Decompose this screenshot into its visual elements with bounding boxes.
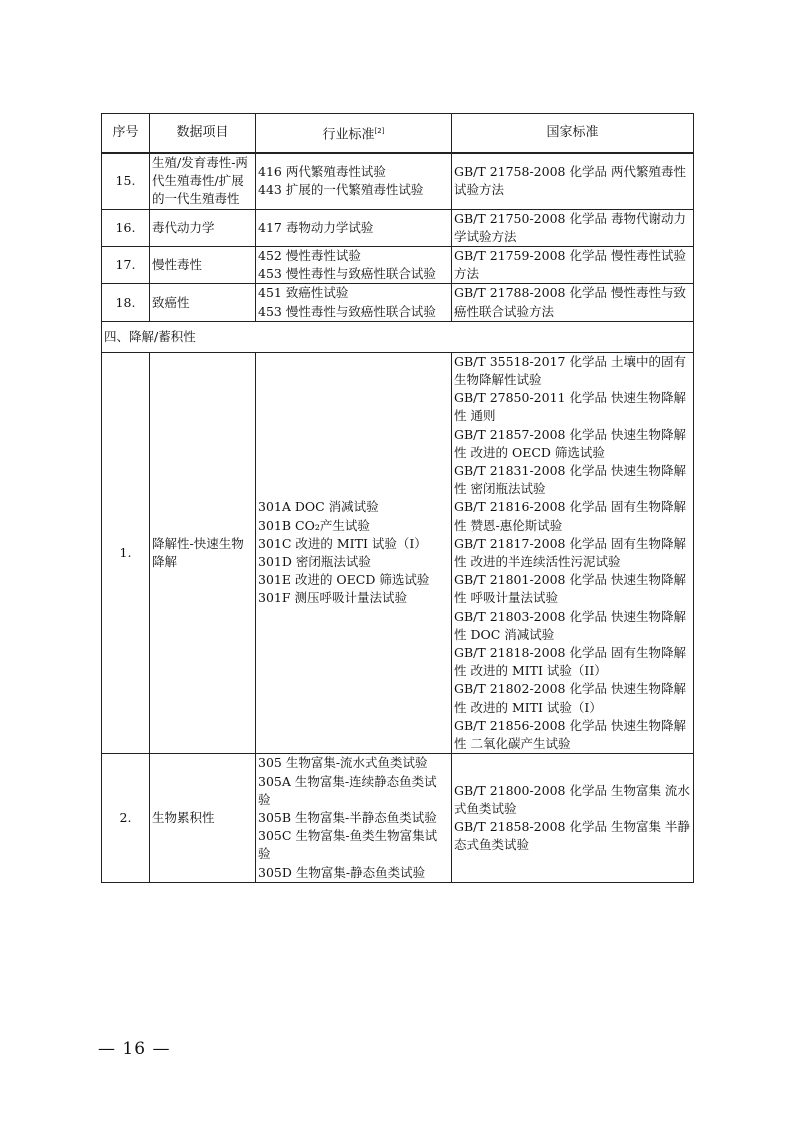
national-standard-entry: GB/T 21801-2008 化学品 快速生物降解性 呼吸计量法试验: [454, 572, 686, 606]
industry-standard-entry: 416 两代繁殖毒性试验: [258, 164, 386, 180]
data-item: 致癌性: [150, 284, 256, 321]
national-standard-entry: GB/T 21816-2008 化学品 固有生物降解性 赞恩-惠伦斯试验: [454, 499, 686, 533]
industry-standard-entry: 305 生物富集-流水式鱼类试验: [258, 755, 428, 771]
national-standard-entry: GB/T 21800-2008 化学品 生物富集 流水式鱼类试验: [454, 782, 690, 816]
national-standard-cell: [452, 754, 694, 882]
section-row: [102, 321, 694, 352]
national-standard-entry: GB/T 21758-2008 化学品 两代繁殖毒性试验方法: [454, 164, 686, 198]
industry-standard-cell: [256, 209, 452, 246]
industry-standard-entry: 453 慢性毒性与致癌性联合试验: [258, 303, 436, 319]
industry-standard-entry: 451 致癌性试验: [258, 285, 349, 301]
data-item: 慢性毒性: [150, 247, 256, 284]
table-row: [102, 247, 694, 284]
header-industry-standard: [256, 114, 452, 154]
header-industry-standard-label: 行业标准: [322, 127, 375, 143]
footnote-ref: [2]: [374, 126, 385, 135]
row-number: 16.: [102, 209, 150, 246]
table-body-degradation: [102, 352, 694, 882]
table-row: [102, 754, 694, 882]
row-number: 2.: [102, 754, 150, 882]
row-number: 18.: [102, 284, 150, 321]
national-standard-entry: GB/T 21831-2008 化学品 快速生物降解性 密闭瓶法试验: [454, 463, 686, 497]
national-standard-entry: GB/T 21750-2008 化学品 毒物代谢动力学试验方法: [454, 210, 686, 244]
industry-standard-cell: [256, 754, 452, 882]
industry-standard-cell: [256, 352, 452, 753]
table-row: [102, 209, 694, 246]
header-national-standard: 国家标准: [452, 114, 694, 154]
table-header-row: [102, 114, 694, 154]
national-standard-entry: GB/T 21788-2008 化学品 慢性毒性与致癌性联合试验方法: [454, 285, 686, 319]
industry-standard-entry: 301A DOC 消减试验: [258, 499, 379, 515]
national-standard-entry: GB/T 21817-2008 化学品 固有生物降解性 改进的半连续活性污泥试验: [454, 535, 686, 570]
table-body-toxicity: [102, 153, 694, 321]
national-standard-cell: [452, 352, 694, 753]
standards-table: [101, 113, 694, 883]
data-item: 生物累积性: [150, 754, 256, 882]
national-standard-cell: [452, 153, 694, 209]
industry-standard-entry: 301F 测压呼吸计量法试验: [258, 590, 408, 606]
industry-standard-entry: 305B 生物富集-半静态鱼类试验: [258, 809, 437, 825]
national-standard-entry: GB/T 21818-2008 化学品 固有生物降解性 改进的 MITI 试验（II）: [454, 645, 686, 679]
table-row: [102, 153, 694, 209]
national-standard-cell: [452, 284, 694, 321]
header-serial-number: 序号: [102, 114, 150, 154]
header-data-item: 数据项目: [150, 114, 256, 154]
industry-standard-entry: 305C 生物富集-鱼类生物富集试验: [258, 828, 438, 862]
national-standard-entry: GB/T 27850-2011 化学品 快速生物降解性 通则: [454, 390, 686, 424]
national-standard-entry: GB/T 21856-2008 化学品 快速生物降解性 二氧化碳产生试验: [454, 717, 686, 752]
industry-standard-entry: 301D 密闭瓶法试验: [258, 554, 371, 570]
row-number: 17.: [102, 247, 150, 284]
national-standard-entry: GB/T 21759-2008 化学品 慢性毒性试验方法: [454, 248, 686, 282]
industry-standard-cell: [256, 247, 452, 284]
industry-standard-entry: 301C 改进的 MITI 试验（Ⅰ）: [258, 535, 427, 551]
table-row: [102, 352, 694, 753]
industry-standard-entry: 452 慢性毒性试验: [258, 248, 361, 264]
industry-standard-entry: 443 扩展的一代繁殖毒性试验: [258, 182, 424, 198]
industry-standard-entry: 301E 改进的 OECD 筛选试验: [258, 572, 430, 588]
industry-standard-entry: 305A 生物富集-连续静态鱼类试验: [258, 773, 437, 807]
row-number: 1.: [102, 352, 150, 753]
table-row: [102, 284, 694, 321]
industry-standard-entry: 305D 生物富集-静态鱼类试验: [258, 864, 426, 880]
industry-standard-cell: [256, 284, 452, 321]
data-item: 生殖/发育毒性-两代生殖毒性/扩展的一代生殖毒性: [150, 153, 256, 209]
data-item: 毒代动力学: [150, 209, 256, 246]
national-standard-entry: GB/T 21857-2008 化学品 快速生物降解性 改进的 OECD 筛选试验: [454, 426, 686, 460]
national-standard-entry: GB/T 21803-2008 化学品 快速生物降解性 DOC 消减试验: [454, 608, 686, 642]
national-standard-entry: GB/T 21858-2008 化学品 生物富集 半静态式鱼类试验: [454, 819, 690, 853]
section-title-degradation: 四、降解/蓄积性: [102, 321, 694, 352]
industry-standard-cell: [256, 153, 452, 209]
industry-standard-entry: 417 毒物动力学试验: [258, 219, 374, 235]
data-item: 降解性-快速生物降解: [150, 352, 256, 753]
industry-standard-entry: 301B CO₂产生试验: [258, 517, 370, 533]
national-standard-cell: [452, 209, 694, 246]
page-number: — 16 —: [98, 1039, 171, 1059]
industry-standard-entry: 453 慢性毒性与致癌性联合试验: [258, 266, 436, 282]
national-standard-cell: [452, 247, 694, 284]
national-standard-entry: GB/T 21802-2008 化学品 快速生物降解性 改进的 MITI 试验（I）: [454, 681, 686, 715]
row-number: 15.: [102, 153, 150, 209]
national-standard-entry: GB/T 35518-2017 化学品 土壤中的固有生物降解性试验: [454, 353, 686, 388]
